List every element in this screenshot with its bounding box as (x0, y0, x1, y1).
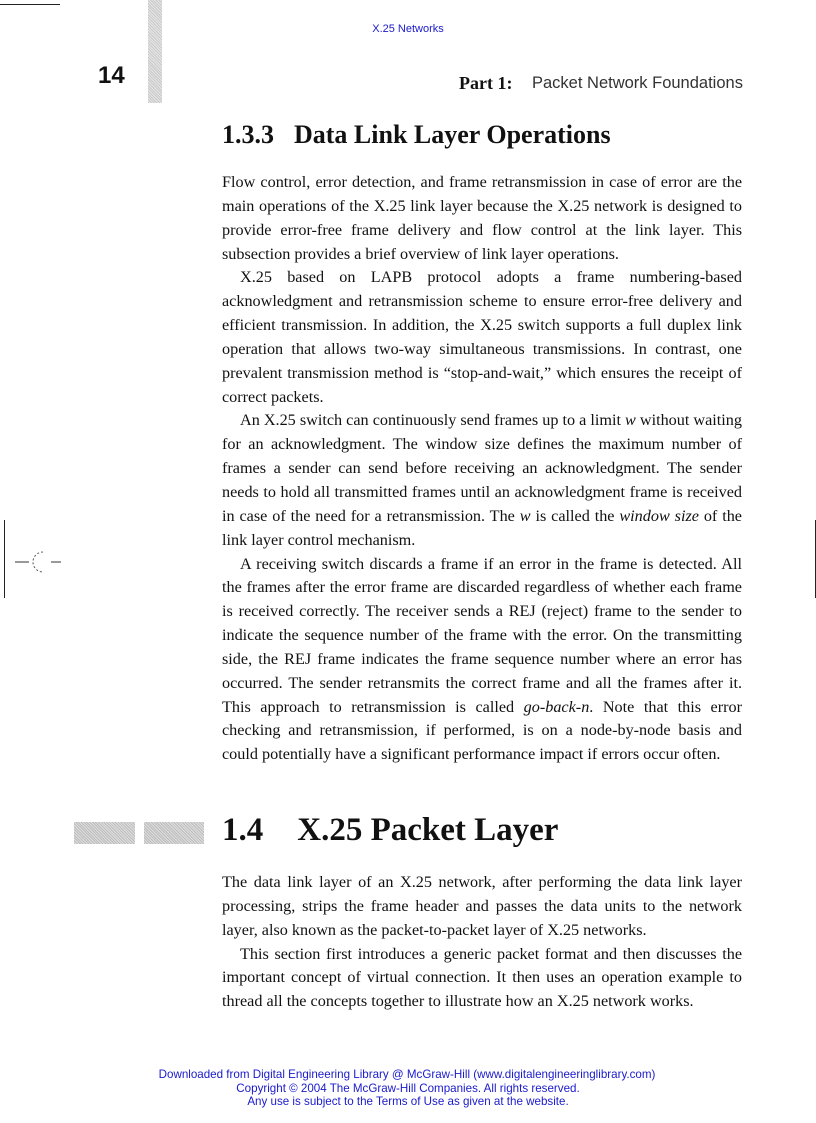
section-number: 1.3.3 (222, 120, 274, 149)
section-number: 1.4 (222, 812, 264, 848)
part-label: Part 1: (459, 73, 513, 93)
page-tab (148, 0, 162, 103)
paragraph: An X.25 switch can continuously send frames up to a limit w without waiting for an acknowledgment. The window size defines the maximum number of frames a sender can send before receiving an acknowledgment. The sender needs to hold all transmitted frames until an acknowledgment frame is received in case of the need for a retransmission. The w is called the window size of the link layer control mechanism. (222, 411, 742, 549)
section-heading-1-3-3 (222, 120, 611, 150)
section-1-4-body (222, 871, 742, 1014)
footer-copyright: Copyright © 2004 The McGraw-Hill Companies. All rights reserved. (236, 1081, 580, 1095)
paragraph: The data link layer of an X.25 network, after performing the data link layer processing, strips the frame header and passes the data units to the network layer, also known as the packet-to-packet layer of X.25 networks. (222, 873, 742, 939)
paragraph: This section first introduces a generic packet format and then discusses the important concept of virtual connection. It then uses an operation example to thread all the concepts together to illustrate how an X.25 network works. (222, 944, 742, 1011)
footer-download-link[interactable]: Downloaded from Digital Engineering Library @ McGraw-Hill (www.digitalengineeringlibrary.com) (158, 1068, 656, 1081)
section-title: X.25 Packet Layer (297, 812, 559, 848)
variable-w: w (519, 506, 531, 525)
footer (0, 1068, 816, 1109)
variable-w: w (625, 411, 636, 430)
section-heading-1-4 (222, 812, 558, 849)
part-title: Packet Network Foundations (532, 74, 743, 92)
section-marker-bar (144, 822, 204, 844)
paragraph: A receiving switch discards a frame if an error in the frame is detected. All the frames after the error frame are discarded regardless of whether each frame is received correctly. The receiver sends a REJ (reject) frame to the sender to indicate the sequence number of the frame with the error. On the transmitting side, the REJ frame indicates the frame sequence number where an error has occurred. The sender retransmits the correct frame and all the frames after it. This approach to retransmission is called go-back-n. Note that this error checking and retransmission, if performed, is on a node-by-node basis and could potentially have a significant performance impact if errors occur often. (222, 554, 743, 764)
registration-mark-icon (3, 548, 63, 576)
section-marker-bar (74, 822, 135, 844)
paragraph: Flow control, error detection, and frame retransmission in case of error are the main operations of the X.25 link layer because the X.25 network is designed to provide error-free frame delivery and flow control at the link layer. This subsection provides a brief overview of link layer operations. (222, 173, 742, 263)
footer-terms: Any use is subject to the Terms of Use as given at the website. (247, 1095, 569, 1108)
section-title: Data Link Layer Operations (294, 120, 611, 149)
running-head: X.25 Networks (372, 23, 444, 35)
term-window-size: window size (619, 506, 699, 525)
paragraph: X.25 based on LAPB protocol adopts a frame numbering-based acknowledgment and retransmission scheme to ensure error-free delivery and efficient transmission. In addition, the X.25 switch supports a full duplex link operation that allows two-way simultaneous transmissions. In contrast, one prevalent transmission method is “stop-and-wait,” which ensures the receipt of correct packets. (222, 268, 742, 406)
section-1-3-3-body (222, 171, 742, 767)
crop-mark-top-left (0, 4, 60, 5)
term-go-back-n: go-back-n (523, 697, 590, 716)
page-number: 14 (98, 62, 125, 89)
